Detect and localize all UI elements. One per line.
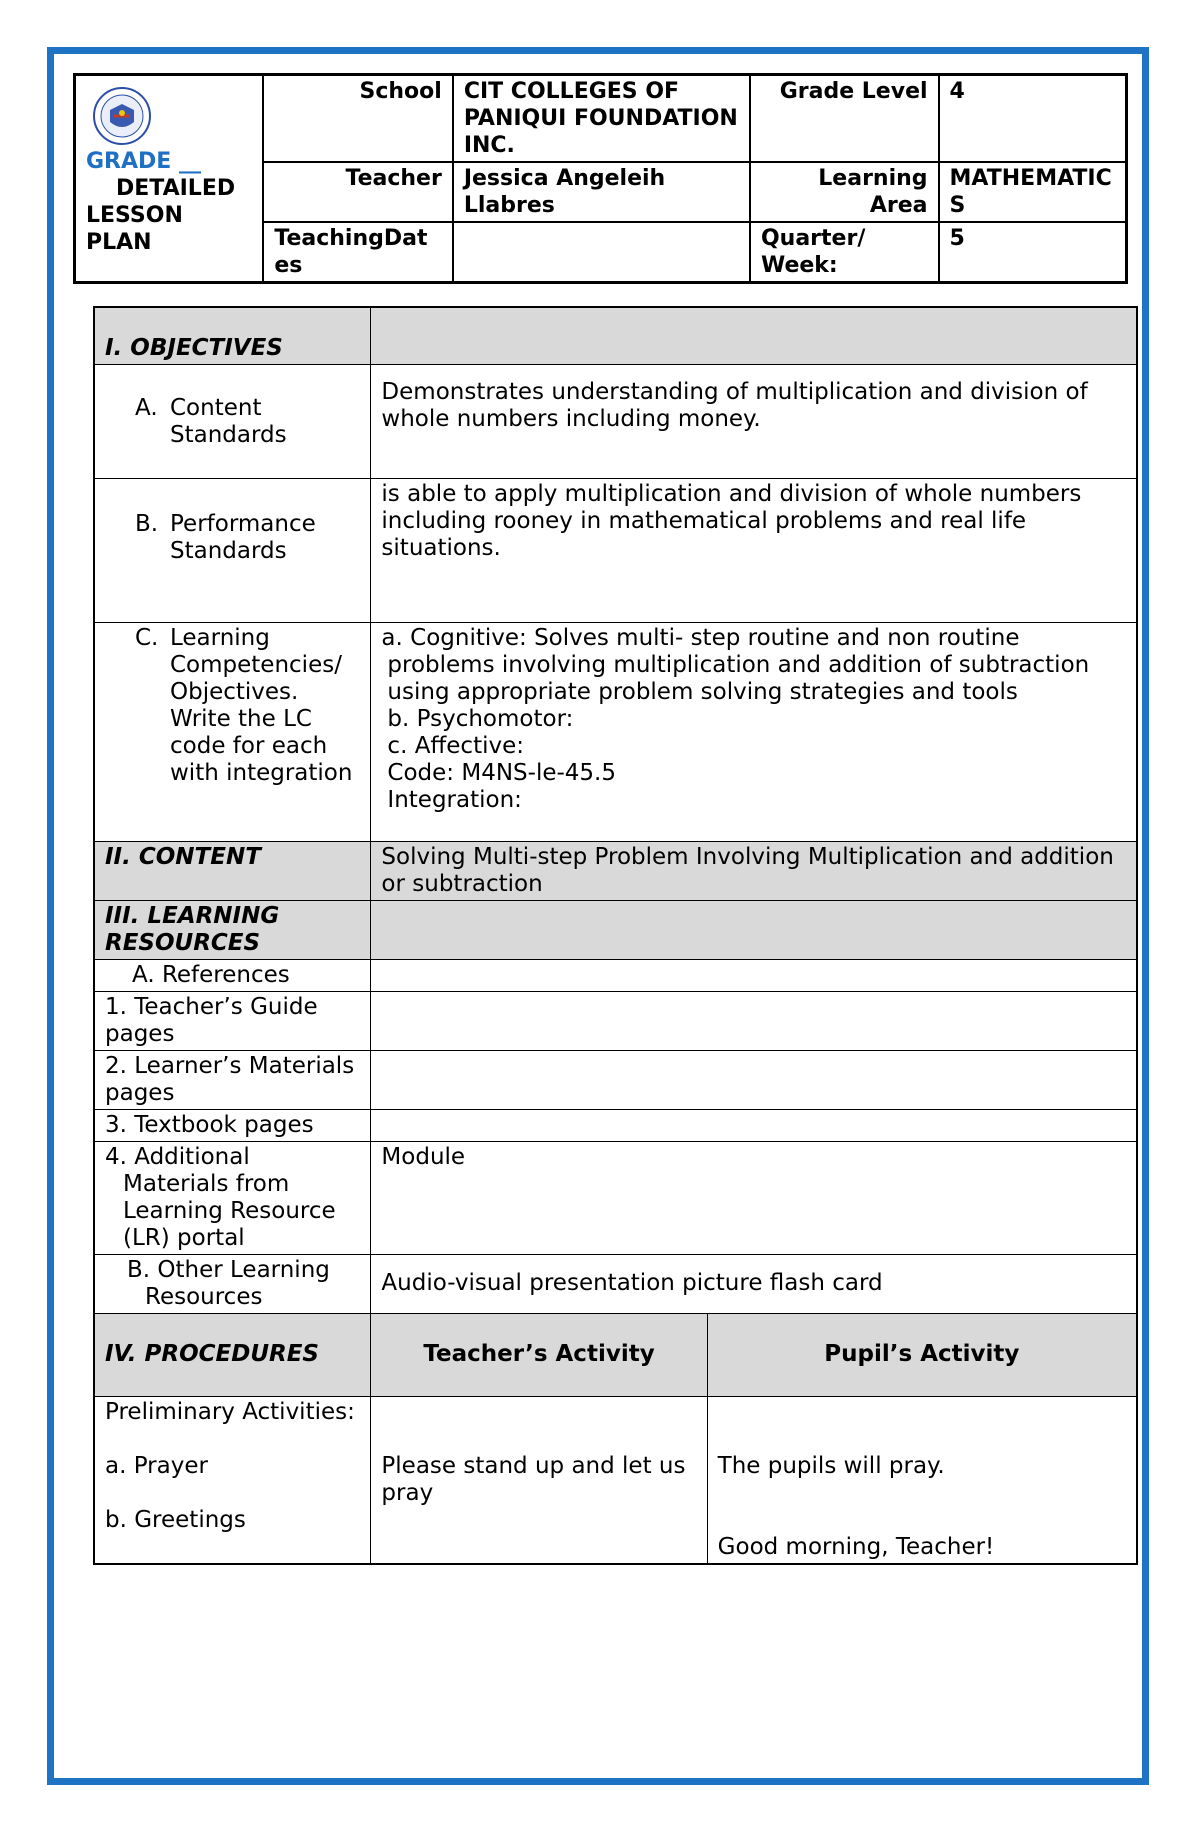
content-standards-label: Content Standards [170,394,287,448]
content-standards-text: Demonstrates understanding of multiplication and division of whole numbers including money. [371,364,1137,478]
pupil-activity-cell [707,1396,1137,1564]
grade-level-value: 4 [939,75,1127,163]
performance-standards-label-cell [94,478,371,622]
grade-level-label: Grade Level [750,75,939,163]
references-label: A. References [94,959,371,991]
objectives-heading-blank [371,307,1137,364]
pupil-greeting: Good morning, Teacher! [717,1533,995,1560]
competencies-cell [371,622,1137,841]
teaching-dates-value [453,222,750,283]
affective-objective: c. Affective: [387,732,524,759]
quarter-value: 5 [939,222,1127,283]
competencies-label: Learning Competencies/ Objectives. Write the LC code for each with integration [170,624,353,786]
references-value [371,959,1137,991]
teachers-guide-value [371,991,1137,1050]
header-table [73,73,1128,284]
lc-code: Code: M4NS-le-45.5 [387,759,616,786]
integration: Integration: [387,786,522,813]
dlp-line-2: LESSON [86,203,183,228]
pupil-activity-header: Pupil’s Activity [707,1313,1137,1396]
teacher-prayer: Please stand up and let us pray [371,1396,707,1564]
teacher-value: Jessica Angeleih Llabres [453,162,750,222]
resources-heading: III. LEARNING RESOURCES [94,900,371,959]
teachers-guide-label: 1. Teacher’s Guide pages [94,991,371,1050]
grade-label: GRADE __ [86,149,201,174]
pupil-prayer: The pupils will pray. [717,1452,945,1479]
content-standards-marker: A. [135,394,158,421]
teacher-activity-header: Teacher’s Activity [371,1313,707,1396]
textbook-value [371,1109,1137,1141]
deped-seal-icon [92,86,152,146]
other-resources-value: Audio-visual presentation picture flash card [371,1254,1137,1313]
dlp-line-1: DETAILED [116,176,236,201]
content-standards-label-cell [94,364,371,478]
teacher-label: Teacher [263,162,452,222]
preliminary-label: Preliminary Activities: [105,1398,355,1425]
content-heading: II. CONTENT [94,841,371,900]
quarter-label: Quarter/ Week: [750,222,939,283]
school-label: School [263,75,452,163]
learning-area-value: MATHEMATICS [939,162,1127,222]
greetings-label: b. Greetings [105,1506,246,1533]
deped-cell [75,75,264,283]
procedures-heading: IV. PROCEDURES [94,1313,371,1396]
learners-materials-value [371,1050,1137,1109]
content-text: Solving Multi-step Problem Involving Multiplication and addition or subtraction [371,841,1137,900]
learning-area-label: Learning Area [750,162,939,222]
competencies-marker: C. [135,624,159,651]
lesson-plan-table [93,306,1138,1565]
teaching-dates-label: TeachingDates [263,222,452,283]
other-resources-label: B. Other Learning Resources [94,1254,371,1313]
cognitive-objective: a. Cognitive: Solves multi- step routine and non routine problems involving multiplication and addition of subtraction using appropriate problem solving strategies and tools [381,624,1090,705]
psychomotor-objective: b. Psychomotor: [387,705,574,732]
performance-standards-text: is able to apply multiplication and division of whole numbers including rooney in mathematical problems and real life situations. [371,478,1137,622]
learners-materials-label: 2. Learner’s Materials pages [94,1050,371,1109]
additional-materials-value: Module [371,1141,1137,1254]
resources-heading-blank [371,900,1137,959]
performance-standards-label: Performance Standards [170,510,316,564]
textbook-label: 3. Textbook pages [94,1109,371,1141]
objectives-heading: I. OBJECTIVES [94,307,371,364]
prayer-label: a. Prayer [105,1452,208,1479]
additional-materials-label: 4. Additional Materials from Learning Resource (LR) portal [94,1141,371,1254]
preliminary-cell [94,1396,371,1564]
school-value: CIT COLLEGES OF PANIQUI FOUNDATION INC. [453,75,750,163]
competencies-label-cell [94,622,371,841]
dlp-line-3: PLAN [86,230,152,255]
performance-standards-marker: B. [135,510,159,537]
